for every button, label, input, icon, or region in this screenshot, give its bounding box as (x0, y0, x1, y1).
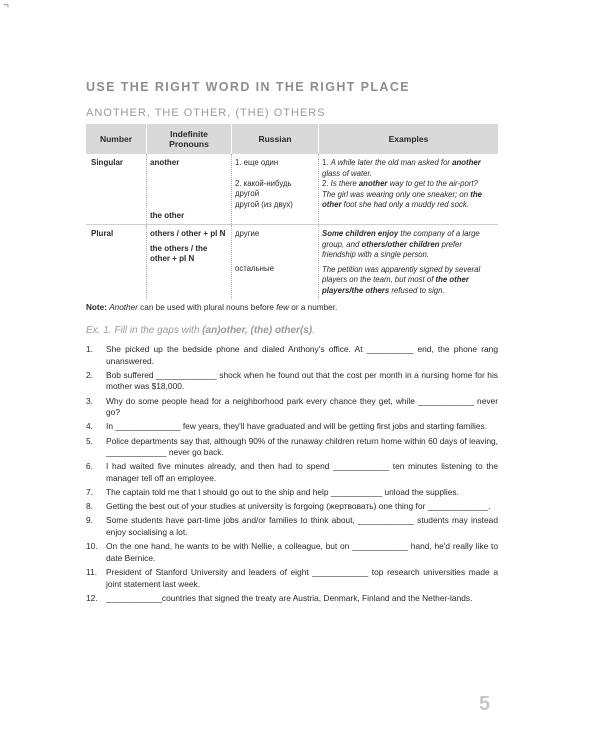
list-item (88, 567, 498, 590)
page-number: 5 (479, 693, 491, 715)
cell-number-plural (86, 225, 147, 300)
list-item (88, 541, 498, 564)
example-sentence: 2. Is there another way to get to the air-port? (322, 179, 478, 188)
header-number: Number (86, 124, 147, 154)
item-number: 11. (86, 567, 98, 578)
cell-russian-plural (232, 225, 319, 300)
section-title: USE THE RIGHT WORD IN THE RIGHT PLACE (86, 80, 411, 94)
item-number: 7. (86, 487, 93, 498)
pronoun-the-others: the others / the other + pl N (150, 243, 208, 263)
item-text: Getting the best out of your studies at university is forgoing (жертвовать) one thing for _____________. (106, 501, 491, 512)
item-text: ____________countries that signed the treaty are Austria, Denmark, Finland and the Nether-lands. (106, 592, 473, 603)
example-sentence: The petition was apparently signed by several players on the team, but most of the other players/the others refused to sign. (322, 264, 481, 295)
list-item (88, 344, 498, 367)
example-sentence: 1. A while later the old man asked for another glass of water. (322, 158, 481, 178)
item-number: 1. (86, 344, 93, 354)
pronoun-the-other: the other (150, 210, 185, 220)
item-number: 5. (86, 435, 93, 446)
pronoun-table (86, 124, 498, 299)
item-text: Police departments say that, although 90% of the runaway children return home within 60 days of leaving, _____________ never go back. (106, 435, 498, 458)
item-text: The captain told me that I should go out to the ship and help ___________ unload the supplies. (106, 487, 459, 498)
russian-translation: 2. какой-нибудь другой (235, 178, 292, 198)
item-number: 12. (86, 592, 98, 603)
cell-pronoun-singular (147, 154, 232, 225)
number-label: Singular (91, 158, 124, 167)
example-sentence: Some children enjoy the company of a large group, and others/other children prefer friendship with a single person. (322, 229, 480, 259)
item-text: Why do some people head for a neighborhood park every chance they get, while ____________ never go? (106, 395, 498, 418)
example-sentence: The girl was wearing only one sneaker; on the other foot she had only a muddy red sock. (322, 189, 482, 209)
item-text: She picked up the bedside phone and dialed Anthony's office. At __________ end, the phone rang unanswered. (106, 344, 498, 366)
russian-translation: другой (из двух) (235, 199, 293, 209)
grammar-note: Note: Another can be used with plural nouns before few or a number. (86, 303, 338, 312)
exercise-title: Ex. 1. Fill in the gaps with (an)other, (the) other(s). (86, 325, 315, 336)
cell-number-singular (86, 154, 147, 225)
table-row-plural (86, 225, 498, 300)
russian-translation: 1. еще один (235, 158, 279, 167)
cell-pronoun-plural (147, 225, 232, 300)
section-subtitle: ANOTHER, THE OTHER, (THE) OTHERS (86, 107, 326, 119)
item-text: Some students have part-time jobs and/or families to think about, ____________ students may instead enjoy socialising a lot. (106, 515, 498, 538)
table-row-singular (86, 154, 498, 225)
header-russian: Russian (232, 124, 319, 154)
russian-translation: другие (235, 229, 260, 238)
list-item (88, 515, 498, 538)
russian-translation: остальные (235, 263, 274, 273)
item-number: 3. (86, 395, 93, 406)
header-examples: Examples (319, 124, 499, 154)
table-header-row (86, 124, 498, 154)
cell-examples-plural (319, 225, 499, 300)
list-item (88, 421, 498, 433)
list-item (88, 501, 498, 513)
number-label: Plural (91, 229, 114, 238)
item-text: President of Stanford University and leaders of eight ____________ top research universities made a joint statement last week. (106, 567, 498, 589)
item-text: In ______________ few years, they'll have graduated and will be getting first jobs and starting families. (106, 421, 488, 432)
item-text: I had waited five minutes already, and then had to spend ____________ ten minutes listening to the manager tell off an employee. (106, 461, 498, 483)
item-number: 4. (86, 421, 93, 432)
corner-mark: ¬ (3, 0, 9, 11)
item-number: 6. (86, 461, 93, 472)
list-item (88, 436, 498, 459)
header-pronouns: Indefinite Pronouns (147, 124, 232, 154)
item-number: 8. (86, 501, 93, 512)
cell-russian-singular (232, 154, 319, 225)
pronoun-others: others / other + pl N (150, 229, 226, 238)
exercise-list (88, 344, 498, 607)
item-number: 10. (86, 541, 98, 552)
list-item (88, 396, 498, 419)
list-item (88, 370, 498, 393)
list-item (88, 593, 498, 605)
item-number: 2. (86, 369, 93, 380)
item-number: 9. (86, 515, 93, 526)
cell-examples-singular (319, 154, 499, 225)
pronoun-another: another (150, 158, 180, 167)
list-item (88, 487, 498, 499)
item-text: Bob suffered _____________ shock when he found out that the cost per month in a nursing home for his mother was $18,000. (106, 369, 498, 392)
list-item (88, 461, 498, 484)
item-text: On the one hand, he wants to be with Nellie, a colleague, but on ____________ hand, he'd really like to date Bernice. (106, 541, 498, 563)
